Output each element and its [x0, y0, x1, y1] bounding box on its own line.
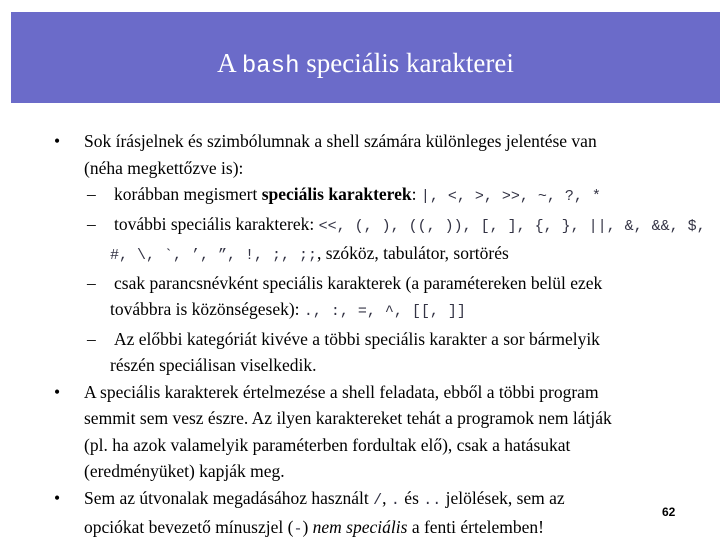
title-underline — [41, 104, 647, 107]
code-dot: . — [390, 491, 400, 509]
bullet-text: Sem az útvonalak megadásához használt — [84, 487, 374, 508]
sub-text: továbbra is közönségesek): — [110, 299, 304, 319]
sub-text: Az előbbi kategóriát kivéve a többi speciális karakter a sor bármelyik — [114, 328, 600, 349]
sub-text: : — [411, 184, 421, 204]
slide-title — [11, 48, 720, 80]
bullet-symbol: • — [54, 131, 61, 151]
sub-continuation — [54, 296, 704, 326]
code-minus: - — [293, 521, 303, 538]
bullet-text: ) — [302, 517, 313, 537]
bullet-continuation — [54, 405, 704, 432]
bullet-text: Sok írásjelnek és szimbólumnak a shell számára különleges jelentése van — [84, 131, 597, 151]
bullet-continuation — [54, 432, 704, 459]
special-chars: <<, (, ), ((, )), [, ], {, }, ||, &, &&, $, — [318, 217, 706, 235]
bullet-text: jelölések, sem az — [441, 487, 565, 508]
sub-item — [54, 326, 704, 353]
bullet-text: és — [399, 487, 424, 508]
sub-text: részén speciálisan viselkedik. — [110, 355, 317, 375]
dash-symbol: – — [87, 328, 96, 349]
bullet-text: A speciális karakterek értelmezése a shell feladata, ebből a többi program — [84, 381, 599, 402]
page-number: 62 — [662, 505, 676, 519]
bullet-symbol: • — [54, 487, 61, 508]
left-margin-band — [0, 0, 11, 540]
title-bar — [11, 12, 720, 103]
slide-body — [54, 128, 704, 544]
bullet-text: , — [382, 487, 391, 508]
sub-item — [54, 270, 704, 297]
sub-text: további speciális karakterek: — [114, 213, 319, 234]
title-prefix: A — [217, 48, 242, 78]
bullet-item — [54, 128, 704, 155]
special-chars: ., :, =, ^, [[, ]] — [303, 303, 466, 320]
sub-continuation — [54, 352, 704, 379]
sub-continuation — [54, 240, 704, 270]
bullet-text: opciókat bevezető mínuszjel ( — [84, 517, 294, 537]
italic-text: nem speciális — [312, 517, 408, 537]
bullet-text: semmit sem vesz észre. Az ilyen karaktereket tehát a programok nem látják — [84, 408, 612, 428]
title-code: bash — [241, 53, 300, 80]
special-chars: |, <, >, >>, ~, ?, * — [420, 188, 601, 205]
bullet-continuation — [54, 514, 704, 544]
sub-text-bold: speciális karakterek — [261, 184, 412, 204]
bullet-item — [54, 379, 704, 406]
dash-symbol: – — [87, 272, 96, 293]
bullet-text: a fenti értelemben! — [407, 517, 544, 537]
title-suffix: speciális karakterei — [299, 48, 514, 78]
dash-symbol: – — [87, 184, 96, 204]
special-chars: #, \, `, ’, ”, !, ;, ;; — [110, 247, 318, 264]
sub-text: , szóköz, tabulátor, sortörés — [317, 243, 509, 263]
bullet-text: (néha megkettőzve is): — [84, 157, 244, 178]
sub-text: csak parancsnévként speciális karakterek (a paramétereken belül ezek — [114, 272, 603, 293]
sub-item — [54, 211, 704, 241]
code-slash: / — [373, 491, 383, 509]
bullet-text: (pl. ha azok valamelyik paraméterben fordultak elő), csak a hatásukat — [84, 434, 571, 455]
bullet-continuation — [54, 155, 704, 182]
bullet-text: (eredményüket) kapják meg. — [84, 461, 285, 481]
dash-symbol: – — [87, 213, 96, 234]
code-dotdot: .. — [423, 491, 442, 509]
bullet-symbol: • — [54, 381, 61, 402]
bullet-item — [54, 485, 704, 515]
sub-text: korábban megismert — [114, 184, 262, 204]
sub-item — [54, 181, 704, 211]
bullet-continuation — [54, 458, 704, 485]
